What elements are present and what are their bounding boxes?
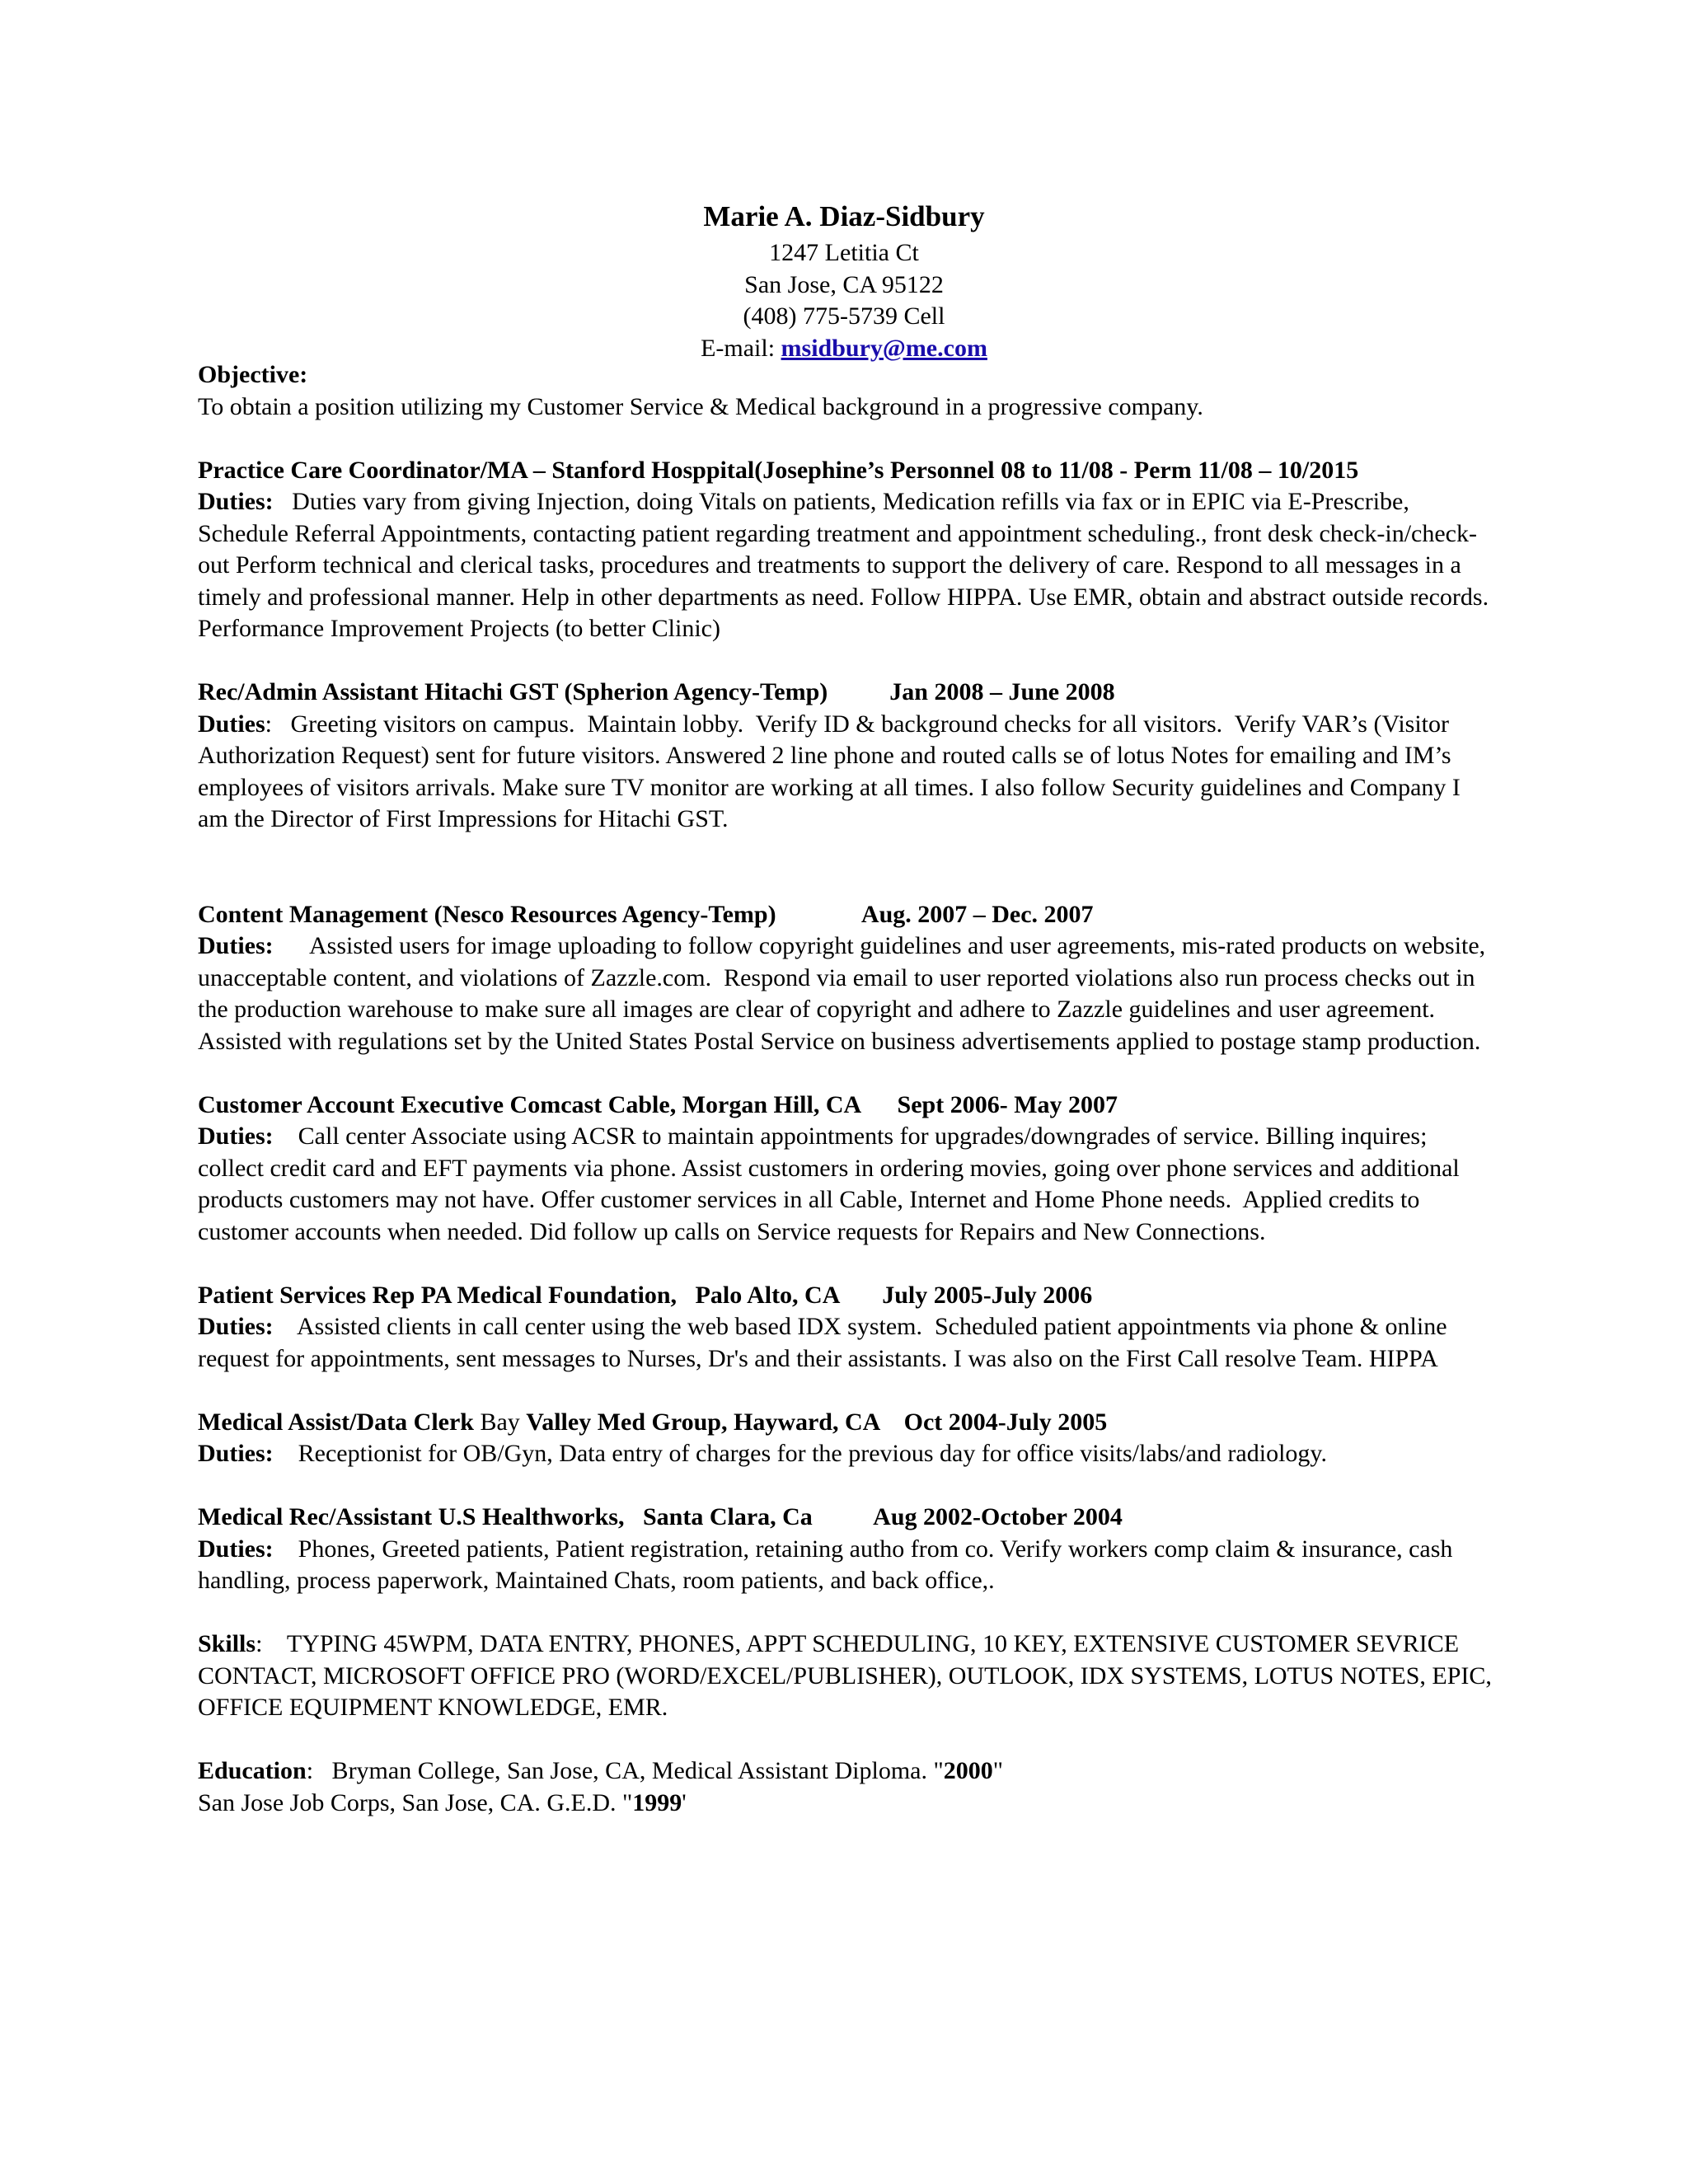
job-duties: Receptionist for OB/Gyn, Data entry of charges for the previous day for office visits/labs/and radiology. (273, 1440, 1327, 1467)
objective-heading: Objective: (198, 361, 308, 388)
job-entry (198, 455, 1496, 645)
job-entry (198, 677, 1496, 836)
email-link[interactable]: msidbury@me.com (781, 334, 987, 362)
duties-label: Duties: (198, 1440, 274, 1467)
job-title: Rec/Admin Assistant Hitachi GST (Spherion Agency-Temp) Jan 2008 – June 2008 (198, 678, 1115, 705)
job-entry (198, 1090, 1496, 1249)
job-duties: Assisted users for image uploading to follow copyright guidelines and user agreements, mis-rated products on website, unacceptable content, and violations of Zazzle.com. Respond via email to user reported violations also run process checks out in the production warehouse to make sure all images are clear of copyright and adhere to Zazzle guidelines and user agreement. Assisted with regulations set by the United States Postal Service on business advertisements applied to postage stamp production. (198, 932, 1492, 1055)
job-duties: Duties vary from giving Injection, doing Vitals on patients, Medication refills via fax or in EPIC via E-Prescribe, Schedule Referral Appointments, contacting patient regarding treatment and appointment scheduling., front desk check-in/check-out Perform technical and clerical tasks, procedures and treatments to support the delivery of care. Respond to all messages in a timely and professional manner. Help in other departments as need. Follow HIPPA. Use EMR, obtain and abstract outside records. Performance Improvement Projects (to better Clinic) (198, 488, 1495, 642)
skills-section (198, 1629, 1496, 1724)
resume-header (0, 196, 1688, 364)
job-duties: Assisted clients in call center using the web based IDX system. Scheduled patient appointments via phone & online request for appointments, sent messages to Nurses, Dr's and their assistants. I was also on the First Call resolve Team. HIPPA (198, 1313, 1454, 1372)
duties-label: Duties: (198, 488, 274, 515)
address-line-1: 1247 Letitia Ct (769, 239, 919, 266)
job-title-part-b: Valley Med Group, Hayward, CA Oct 2004-July 2005 (526, 1408, 1108, 1436)
address-line-2: San Jose, CA 95122 (744, 270, 944, 298)
job-duties: Call center Associate using ACSR to maintain appointments for upgrades/downgrades of service. Billing inquires; collect credit card and EFT payments via phone. Assist customers in ordering movies, going over phone services and additional products customers may not have. Offer customer services in all Cable, Internet and Home Phone needs. Applied credits to customer accounts when needed. Did follow up calls on Service requests for Repairs and New Connections. (198, 1122, 1466, 1245)
education-quote-2: ' (682, 1788, 687, 1816)
objective-section (198, 359, 1496, 423)
job-title: Medical Rec/Assistant U.S Healthworks, Santa Clara, Ca Aug 2002-October 2004 (198, 1503, 1123, 1530)
duties-label: Duties (198, 710, 265, 738)
job-duties: Phones, Greeted patients, Patient registration, retaining autho from co. Verify workers comp claim & insurance, cash handling, process paperwork, Maintained Chats, room patients, and back office,. (198, 1535, 1459, 1594)
job-title-plain: Bay (473, 1408, 527, 1436)
education-section (198, 1755, 1496, 1819)
duties-label: Duties: (198, 1535, 274, 1563)
duties-label: Duties: (198, 932, 274, 959)
job-title: Patient Services Rep PA Medical Foundation, Palo Alto, CA July 2005-July 2006 (198, 1281, 1093, 1309)
job-entry (198, 1407, 1496, 1470)
duties-label: Duties: (198, 1313, 274, 1340)
job-title: Content Management (Nesco Resources Agency-Temp) Aug. 2007 – Dec. 2007 (198, 900, 1094, 928)
phone-line: (408) 775-5739 Cell (743, 302, 945, 330)
job-title: Practice Care Coordinator/MA – Stanford Hosppital(Josephine’s Personnel 08 to 11/08 - Perm 11/08 – 10/2015 (198, 456, 1359, 484)
duties-label: Duties: (198, 1122, 274, 1150)
job-title: Customer Account Executive Comcast Cable, Morgan Hill, CA Sept 2006- May 2007 (198, 1090, 1118, 1118)
candidate-name: Marie A. Diaz-Sidbury (703, 200, 985, 232)
education-label: Education (198, 1757, 307, 1784)
skills-text: : TYPING 45WPM, DATA ENTRY, PHONES, APPT SCHEDULING, 10 KEY, EXTENSIVE CUSTOMER SEVRICE CONTACT, MICROSOFT OFFICE PRO (WORD/EXCEL/PUBLISHER), OUTLOOK, IDX SYSTEMS, LOTUS NOTES, EPIC, OFFICE EQUIPMENT KNOWLEDGE, EMR. (198, 1630, 1498, 1721)
job-entry (198, 899, 1496, 1058)
job-entry (198, 1502, 1496, 1597)
job-title-part-a: Medical Assist/Data Clerk (198, 1408, 474, 1436)
education-line-1: : Bryman College, San Jose, CA, Medical Assistant Diploma. " (306, 1757, 944, 1784)
job-entry (198, 1280, 1496, 1376)
job-duties: : Greeting visitors on campus. Maintain lobby. Verify ID & background checks for all visitors. Verify VAR’s (Visitor Authorization Request) sent for future visitors. Answered 2 line phone and routed calls se of lotus Notes for emailing and IM’s employees of visitors arrivals. Make sure TV monitor are working at all times. I also follow Security guidelines and Company I am the Director of First Impressions for Hitachi GST. (198, 710, 1467, 832)
resume-body (198, 359, 1496, 1819)
education-quote-1: " (992, 1757, 1003, 1784)
skills-label: Skills (198, 1630, 256, 1657)
email-label: E-mail: (701, 334, 781, 362)
education-year-1: 2000 (943, 1757, 993, 1784)
objective-text: To obtain a position utilizing my Customer Service & Medical background in a progressive company. (198, 392, 1203, 420)
education-line-2: San Jose Job Corps, San Jose, CA. G.E.D. " (198, 1788, 633, 1816)
education-year-2: 1999 (632, 1788, 682, 1816)
